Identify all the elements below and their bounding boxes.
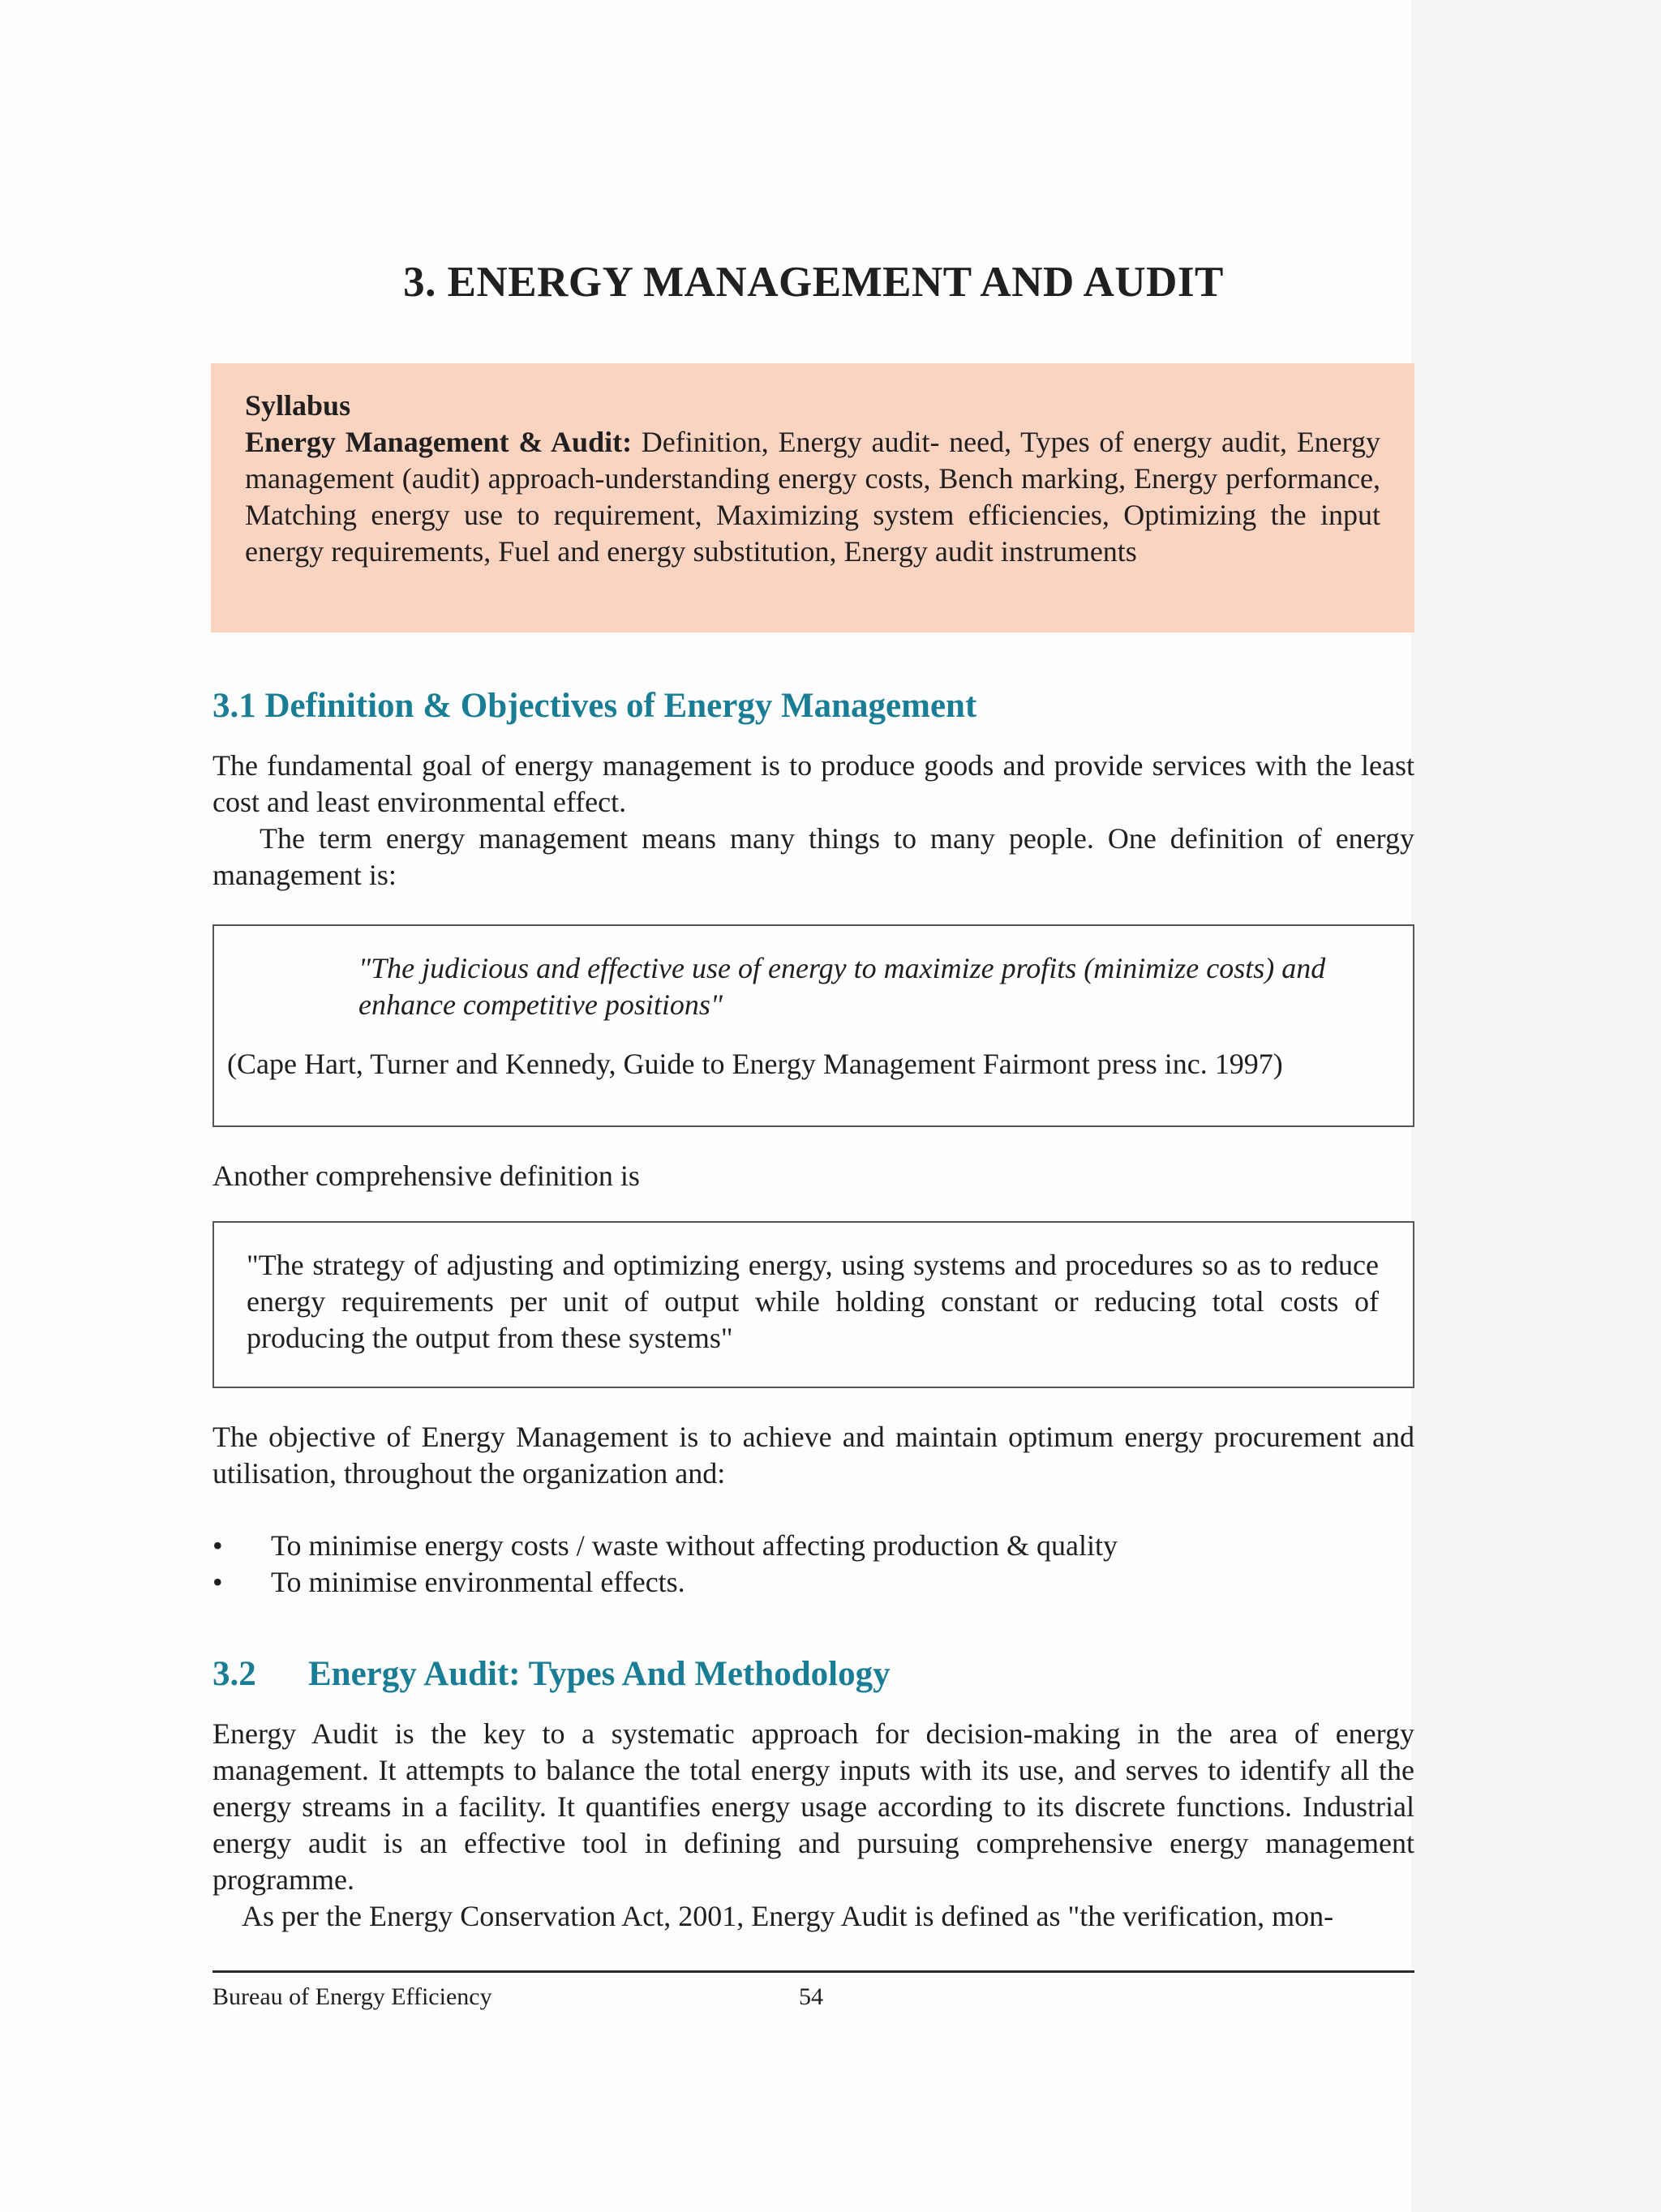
paragraph: Another comprehensive definition is (212, 1160, 640, 1192)
list-item (212, 1564, 1414, 1601)
objective-list (212, 1528, 1414, 1601)
paragraph: The term energy management means many things to many people. One definition of energy management is: (212, 822, 1414, 891)
chapter-title: 3. ENERGY MANAGEMENT AND AUDIT (403, 259, 1224, 306)
definition-quote: "The judicious and effective use of energy to maximize profits (minimize costs) and enhance competitive positions" (358, 952, 1326, 1021)
list-item (212, 1528, 1414, 1564)
section-3-2-text (212, 1716, 1414, 1935)
definition-citation: (Cape Hart, Turner and Kennedy, Guide to Energy Management Fairmont press inc. 1997) (227, 1048, 1283, 1080)
bullet-icon: • (212, 1529, 223, 1562)
bullet-icon: • (212, 1566, 223, 1598)
paragraph: The fundamental goal of energy management is to produce goods and provide services with the least cost and least environmental effect. (212, 749, 1414, 818)
definition-quote: "The strategy of adjusting and optimizing energy, using systems and procedures so as to reduce energy requirements per unit of output while holding constant or reducing total costs of producing the output from these systems" (247, 1249, 1379, 1354)
paragraph: As per the Energy Conservation Act, 2001, Energy Audit is defined as "the verification, mon- (242, 1900, 1334, 1932)
syllabus-box (211, 363, 1414, 632)
section-number: 3.2 (212, 1655, 256, 1693)
list-item-text: To minimise energy costs / waste without affecting production & quality (271, 1529, 1118, 1562)
paragraph: The objective of Energy Management is to achieve and maintain optimum energy procurement and utilisation, throughout the organization and: (212, 1421, 1414, 1490)
definition-box-2 (212, 1221, 1414, 1388)
syllabus-text (245, 424, 1380, 570)
scan-shade (1411, 0, 1661, 2212)
footer-divider (212, 1970, 1414, 1973)
section-heading-3-1: 3.1 Definition & Objectives of Energy Management (212, 687, 977, 725)
syllabus-label: Syllabus (245, 389, 351, 422)
page-number: 54 (799, 1983, 823, 2010)
syllabus-lead: Energy Management & Audit: (245, 426, 633, 458)
syllabus-topics: Definition, Energy audit- need, Types of energy audit, Energy management (audit) approach-understanding energy costs, Bench marking, Energy performance, Matching energy use to requirement, Maximizing system efficiencies, Optimizing the input energy requirements, Fuel and energy substitution, Energy audit instruments (245, 426, 1380, 568)
section-3-1-intro (212, 748, 1414, 894)
list-item-text: To minimise environmental effects. (271, 1566, 685, 1598)
paragraph: Energy Audit is the key to a systematic approach for decision-making in the area of energy management. It attempts to balance the total energy inputs with its use, and serves to identify all the energy streams in a facility. It quantifies energy usage according to its discrete functions. Industrial energy audit is an effective tool in defining and pursuing comprehensive energy management programme. (212, 1717, 1414, 1896)
section-title: Energy Audit: Types And Methodology (308, 1655, 891, 1693)
definition-box-1 (212, 924, 1414, 1127)
section-heading-3-2 (212, 1654, 1414, 1694)
footer-publisher: Bureau of Energy Efficiency (212, 1983, 492, 2010)
